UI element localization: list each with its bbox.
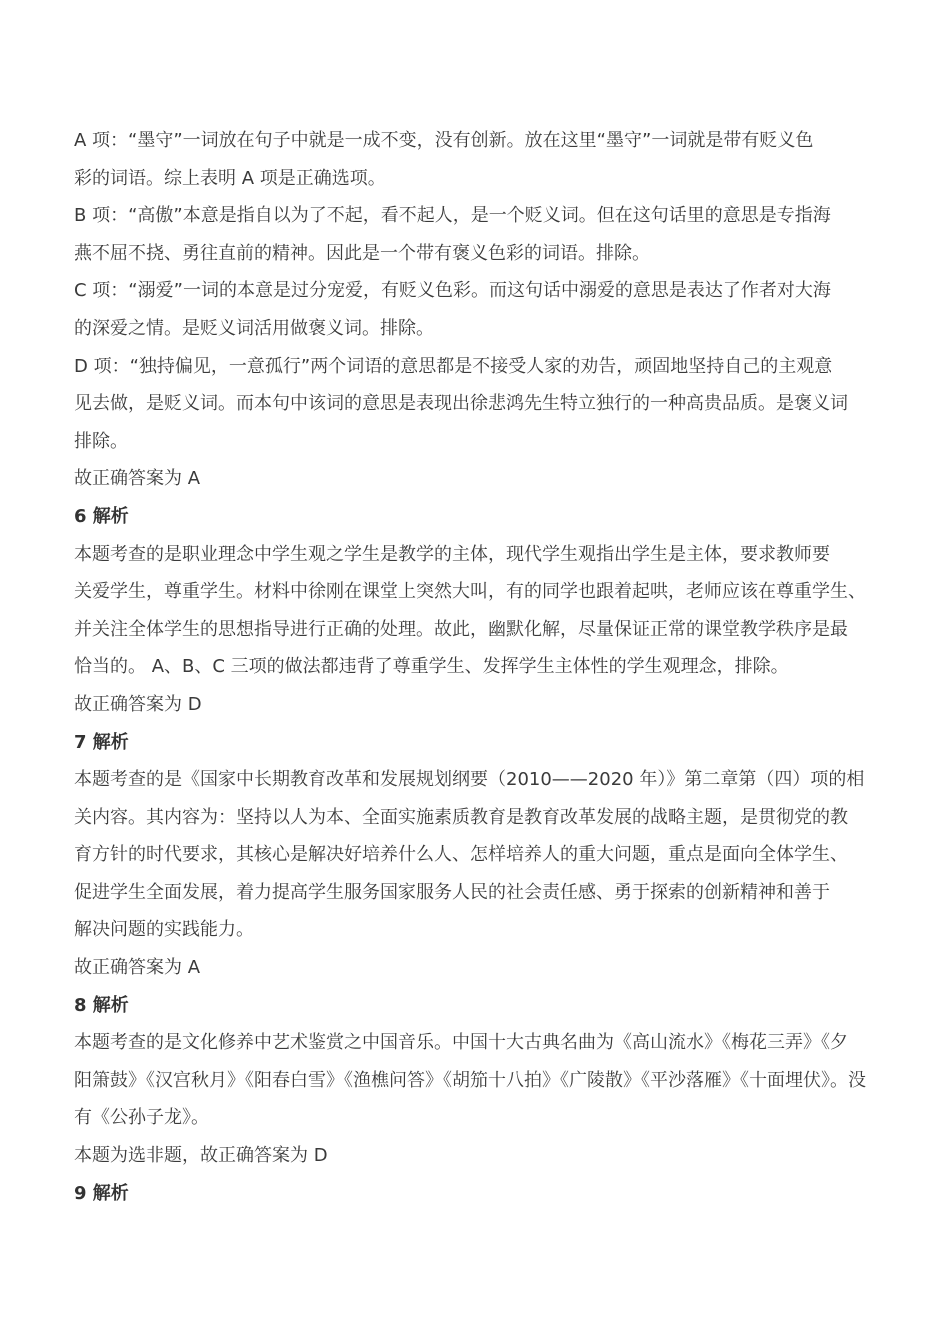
- text-line: B 项：“高傲”本意是指自以为了不起，看不起人，是一个贬义词。但在这句话里的意思是专指海: [74, 205, 831, 227]
- text-line: 关内容。其内容为：坚持以人为本、全面实施素质教育是教育改革发展的战略主题，是贯彻党的教: [74, 806, 848, 828]
- text-line: 本题考查的是职业理念中学生观之学生是教学的主体，现代学生观指出学生是主体，要求教师要: [74, 543, 830, 565]
- text-line: C 项：“溺爱”一词的本意是过分宠爱，有贬义色彩。而这句话中溺爱的意思是表达了作者对大海: [74, 280, 831, 302]
- text-line: 本题考查的是《国家中长期教育改革和发展规划纲要（2010——2020 年）》第二章第（四）项的相: [74, 769, 865, 791]
- text-line: 排除。: [74, 430, 128, 452]
- text-line: 育方针的时代要求，其核心是解决好培养什么人、怎样培养人的重大问题，重点是面向全体学生、: [74, 844, 848, 866]
- text-line: 彩的词语。综上表明 A 项是正确选项。: [74, 167, 386, 189]
- text-line: 并关注全体学生的思想指导进行正确的处理。故此，幽默化解，尽量保证正常的课堂教学秩序是最: [74, 618, 848, 640]
- answer-line: 本题为选非题，故正确答案为 D: [74, 1145, 328, 1167]
- answer-line: 故正确答案为 A: [74, 468, 201, 490]
- text-line: 的深爱之情。是贬义词活用做褒义词。排除。: [74, 317, 434, 339]
- text-line: D 项：“独持偏见，一意孤行”两个词语的意思都是不接受人家的劝告，顽固地坚持自己的主观意: [74, 355, 833, 377]
- text-line: 本题考查的是文化修养中艺术鉴赏之中国音乐。中国十大古典名曲为《高山流水》《梅花三弄》《夕: [74, 1032, 848, 1054]
- section-heading-7: 7 解析: [74, 731, 129, 753]
- text-line: 解决问题的实践能力。: [74, 919, 254, 941]
- text-line: 燕不屈不挠、勇往直前的精神。因此是一个带有褒义色彩的词语。排除。: [74, 242, 650, 264]
- text-line: 有《公孙子龙》。: [74, 1107, 209, 1129]
- text-line: 关爱学生，尊重学生。材料中徐刚在课堂上突然大叫，有的同学也跟着起哄，老师应该在尊重学生、: [74, 581, 866, 603]
- answer-line: 故正确答案为 A: [74, 957, 201, 979]
- text-line: 阳箫鼓》《汉宫秋月》《阳春白雪》《渔樵问答》《胡笳十八拍》《广陵散》《平沙落雁》《十面埋伏》。没: [74, 1069, 866, 1091]
- text-line: 恰当的。 A、B、C 三项的做法都违背了尊重学生、发挥学生主体性的学生观理念，排除。: [74, 656, 789, 678]
- section-heading-6: 6 解析: [74, 505, 129, 527]
- section-heading-9: 9 解析: [74, 1182, 129, 1204]
- document-page: [74, 122, 880, 1212]
- text-line: A 项：“墨守”一词放在句子中就是一成不变，没有创新。放在这里“墨守”一词就是带有贬义色: [74, 130, 814, 151]
- answer-line: 故正确答案为 D: [74, 693, 202, 715]
- text-line: 见去做，是贬义词。而本句中该词的意思是表现出徐悲鸿先生特立独行的一种高贵品质。是褒义词: [74, 393, 848, 415]
- section-heading-8: 8 解析: [74, 994, 129, 1016]
- text-line: 促进学生全面发展，着力提高学生服务国家服务人民的社会责任感、勇于探索的创新精神和善于: [74, 881, 830, 903]
